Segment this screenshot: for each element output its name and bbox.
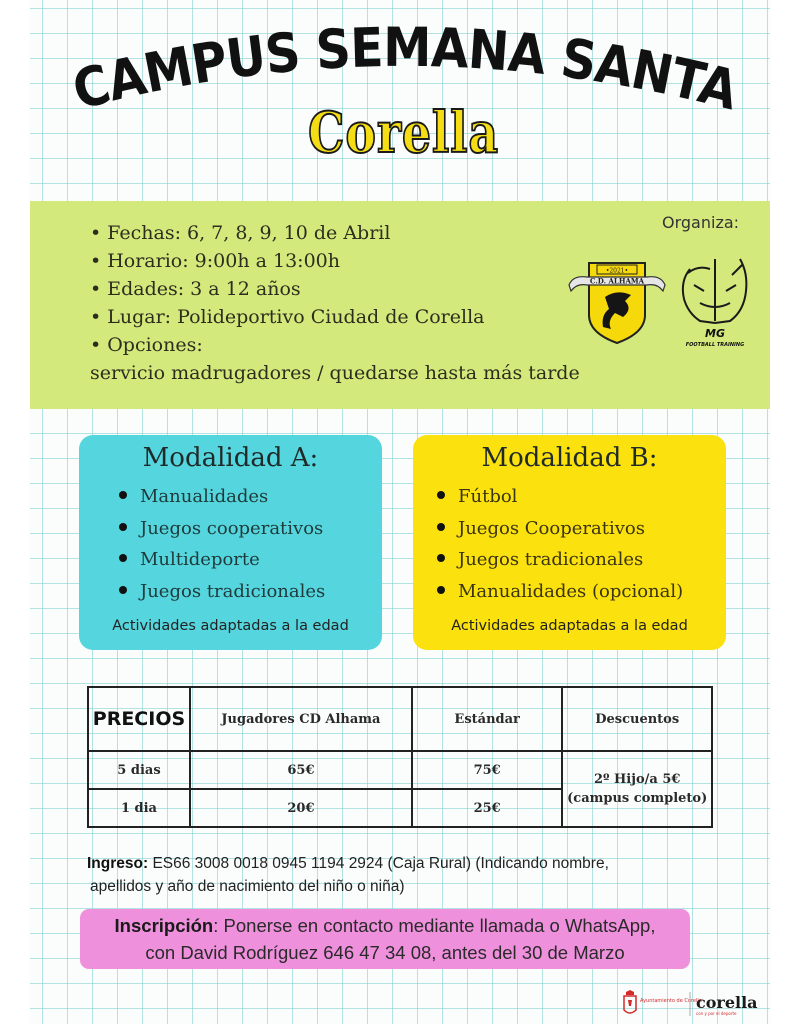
modalidad-a-note: Actividades adaptadas a la edad xyxy=(112,618,349,634)
info-item-place: • Lugar: Polideportivo Ciudad de Corella xyxy=(90,306,485,328)
header-discounts: Descuentos xyxy=(562,687,712,751)
svg-text:Ayuntamiento de Corella: Ayuntamiento de Corella xyxy=(640,998,702,1004)
list-item: Manualidades (opcional) xyxy=(437,576,683,608)
svg-text:con y por el deporte: con y por el deporte xyxy=(696,1011,737,1016)
bullet-icon xyxy=(119,523,127,531)
row-label: 5 dias xyxy=(88,751,190,789)
modalidad-b-title: Modalidad B: xyxy=(481,443,658,473)
info-item-ages: • Edades: 3 a 12 años xyxy=(90,278,301,300)
page-title: CAMPUS SEMANA SANTA xyxy=(66,15,748,124)
mg-football-training-logo xyxy=(670,251,760,351)
bullet-icon xyxy=(437,554,445,562)
organiza-label: Organiza: xyxy=(662,213,740,232)
modalidad-a-title: Modalidad A: xyxy=(142,443,319,473)
bullet-icon xyxy=(437,491,445,499)
registration-text: : Ponerse en contacto mediante llamada o WhatsApp, xyxy=(213,915,656,936)
list-item: Multideporte xyxy=(119,544,325,576)
list-item: Juegos Cooperativos xyxy=(437,513,683,545)
info-item-dates: • Fechas: 6, 7, 8, 9, 10 de Abril xyxy=(90,222,391,244)
discount-line-2: (campus completo) xyxy=(567,791,708,806)
registration-contact: con David Rodríguez 646 47 34 08, antes del 30 de Marzo xyxy=(145,942,625,963)
header-alhama: Jugadores CD Alhama xyxy=(190,687,412,751)
modalidad-a-card xyxy=(79,435,382,650)
bullet-icon xyxy=(119,491,127,499)
registration-box xyxy=(80,909,690,969)
list-item: Juegos tradicionales xyxy=(119,576,325,608)
row-label: 1 dia xyxy=(88,789,190,827)
header-precios: PRECIOS xyxy=(88,687,190,751)
list-item: Juegos tradicionales xyxy=(437,544,683,576)
svg-text:C.D. ALHAMA: C.D. ALHAMA xyxy=(589,276,645,286)
svg-text:•2021•: •2021• xyxy=(605,267,629,275)
price-standard: 25€ xyxy=(412,789,562,827)
list-item: Fútbol xyxy=(437,481,683,513)
prices-table xyxy=(87,686,713,828)
modalidad-a-list xyxy=(119,481,325,607)
list-item: Juegos cooperativos xyxy=(119,513,325,545)
cd-alhama-crest-logo xyxy=(567,255,667,345)
registration-label: Inscripción xyxy=(114,915,214,936)
bullet-icon xyxy=(119,554,127,562)
payment-info xyxy=(87,852,609,898)
modalidad-b-note: Actividades adaptadas a la edad xyxy=(451,618,688,634)
info-options-detail: servicio madrugadores / quedarse hasta más tarde xyxy=(90,362,580,384)
info-list xyxy=(90,219,580,387)
info-item-schedule: • Horario: 9:00h a 13:00h xyxy=(90,250,340,272)
bullet-icon xyxy=(437,523,445,531)
svg-text:FOOTBALL TRAINING: FOOTBALL TRAINING xyxy=(685,342,745,348)
payment-label: Ingreso: xyxy=(87,855,149,872)
modalidad-b-card xyxy=(413,435,726,650)
svg-text:MG: MG xyxy=(705,327,725,340)
price-alhama: 65€ xyxy=(190,751,412,789)
price-alhama: 20€ xyxy=(190,789,412,827)
discount-line-1: 2º Hijo/a 5€ xyxy=(593,772,681,787)
discount-cell xyxy=(562,751,712,827)
table-header-row xyxy=(88,687,712,751)
list-item: Manualidades xyxy=(119,481,325,513)
info-panel xyxy=(30,201,770,409)
price-standard: 75€ xyxy=(412,751,562,789)
footer-sponsor-logos xyxy=(620,988,770,1020)
bullet-icon xyxy=(437,586,445,594)
town-title: Corella xyxy=(308,100,499,166)
table-row xyxy=(88,751,712,789)
header-standard: Estándar xyxy=(412,687,562,751)
corella-brand-logo: corella xyxy=(696,993,758,1012)
modalidad-b-list xyxy=(437,481,683,607)
payment-note: apellidos y año de nacimiento del niño o niña) xyxy=(90,878,405,895)
payment-account: ES66 3008 0018 0945 1194 2924 (Caja Rural) (Indicando nombre, xyxy=(148,855,609,872)
info-item-options: • Opciones: xyxy=(90,334,203,356)
bullet-icon xyxy=(119,586,127,594)
